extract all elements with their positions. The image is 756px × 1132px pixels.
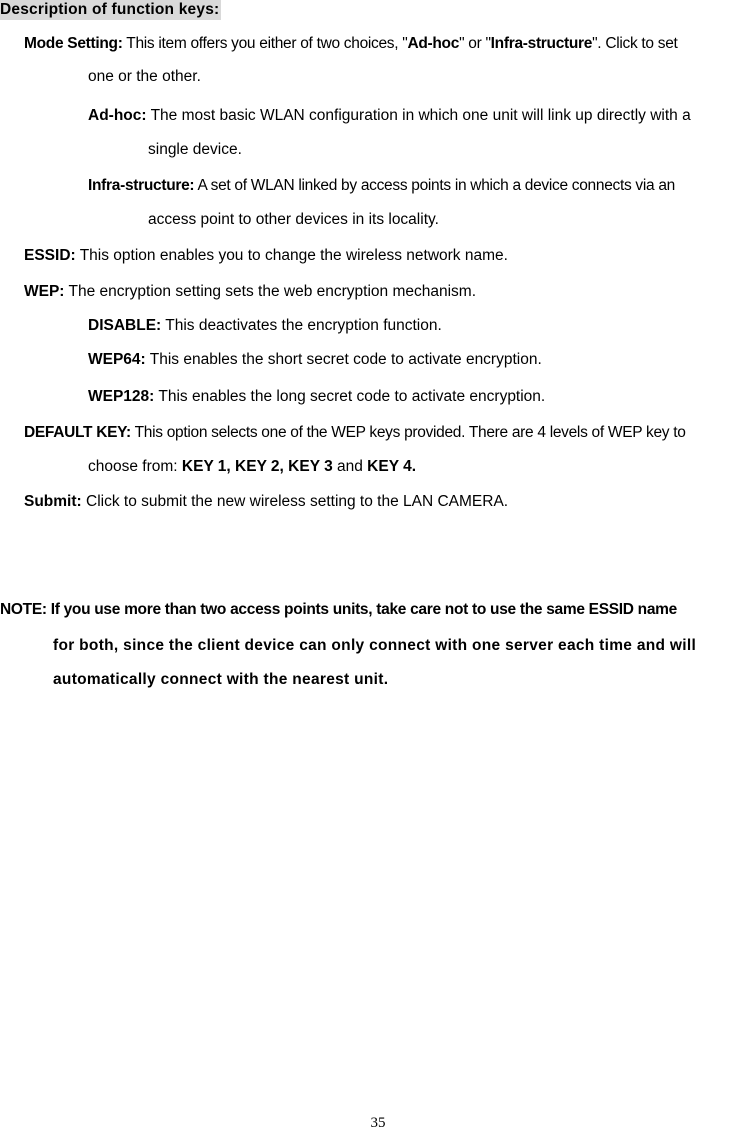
essid-text: This option enables you to change the wireless network name. xyxy=(75,247,508,264)
note-line-1: NOTE: If you use more than two access points units, take care not to use the same ESSID name xyxy=(0,601,677,618)
mode-setting-label: Mode Setting: xyxy=(24,35,123,52)
wep128-text: This enables the long secret code to activate encryption. xyxy=(154,388,546,405)
adhoc-cont: single device. xyxy=(148,141,242,158)
wep64-text: This enables the short secret code to activate encryption. xyxy=(145,351,542,368)
mode-setting-text-a: This item offers you either of two choices, " xyxy=(122,35,408,52)
infra-text: A set of WLAN linked by access points in which a device connects via an xyxy=(194,177,675,194)
default-key-keys: KEY 1, KEY 2, KEY 3 xyxy=(181,458,333,475)
wep-line xyxy=(24,282,476,302)
wep64-line xyxy=(88,350,542,370)
wep64-label: WEP64: xyxy=(88,351,146,368)
infra-label: Infra-structure: xyxy=(88,177,195,194)
mode-setting-line xyxy=(24,34,678,54)
mode-setting-text-b: " or " xyxy=(459,35,491,52)
wep128-line xyxy=(88,387,545,407)
default-key-text: This option selects one of the WEP keys provided. There are 4 levels of WEP key to xyxy=(130,424,686,441)
wep-disable-text: This deactivates the encryption function. xyxy=(161,317,442,334)
default-key-cont xyxy=(88,457,416,477)
mode-setting-cont: one or the other. xyxy=(88,68,201,85)
default-key-cont-text: choose from: xyxy=(88,458,182,475)
note-line-2: for both, since the client device can only connect with one server each time and will xyxy=(53,637,697,654)
adhoc-quoted: Ad-hoc xyxy=(407,35,460,52)
page-number: 35 xyxy=(370,1115,386,1131)
essid-line xyxy=(24,246,508,266)
submit-line xyxy=(24,492,508,512)
mode-setting-text-c: ". Click to set xyxy=(592,35,678,52)
infra-quoted: Infra-structure xyxy=(490,35,593,52)
submit-label: Submit: xyxy=(24,493,82,510)
wep-text: The encryption setting sets the web encryption mechanism. xyxy=(64,283,477,300)
infra-line xyxy=(88,176,675,196)
wep-disable-line xyxy=(88,316,442,336)
wep-disable-label: DISABLE: xyxy=(88,317,162,334)
default-key-and: and xyxy=(332,458,368,475)
wep128-label: WEP128: xyxy=(88,388,155,405)
note-line-3: automatically connect with the nearest unit. xyxy=(53,671,389,688)
adhoc-label: Ad-hoc: xyxy=(88,107,147,124)
default-key-label: DEFAULT KEY: xyxy=(24,424,131,441)
essid-label: ESSID: xyxy=(24,247,76,264)
infra-cont: access point to other devices in its locality. xyxy=(148,211,439,228)
adhoc-line xyxy=(88,106,691,126)
adhoc-text: The most basic WLAN configuration in which one unit will link up directly with a xyxy=(146,107,691,124)
submit-text: Click to submit the new wireless setting to the LAN CAMERA. xyxy=(81,493,509,510)
default-key-key4: KEY 4. xyxy=(367,458,416,475)
section-heading: Description of function keys: xyxy=(0,1,220,18)
wep-label: WEP: xyxy=(24,283,65,300)
default-key-line xyxy=(24,423,686,443)
